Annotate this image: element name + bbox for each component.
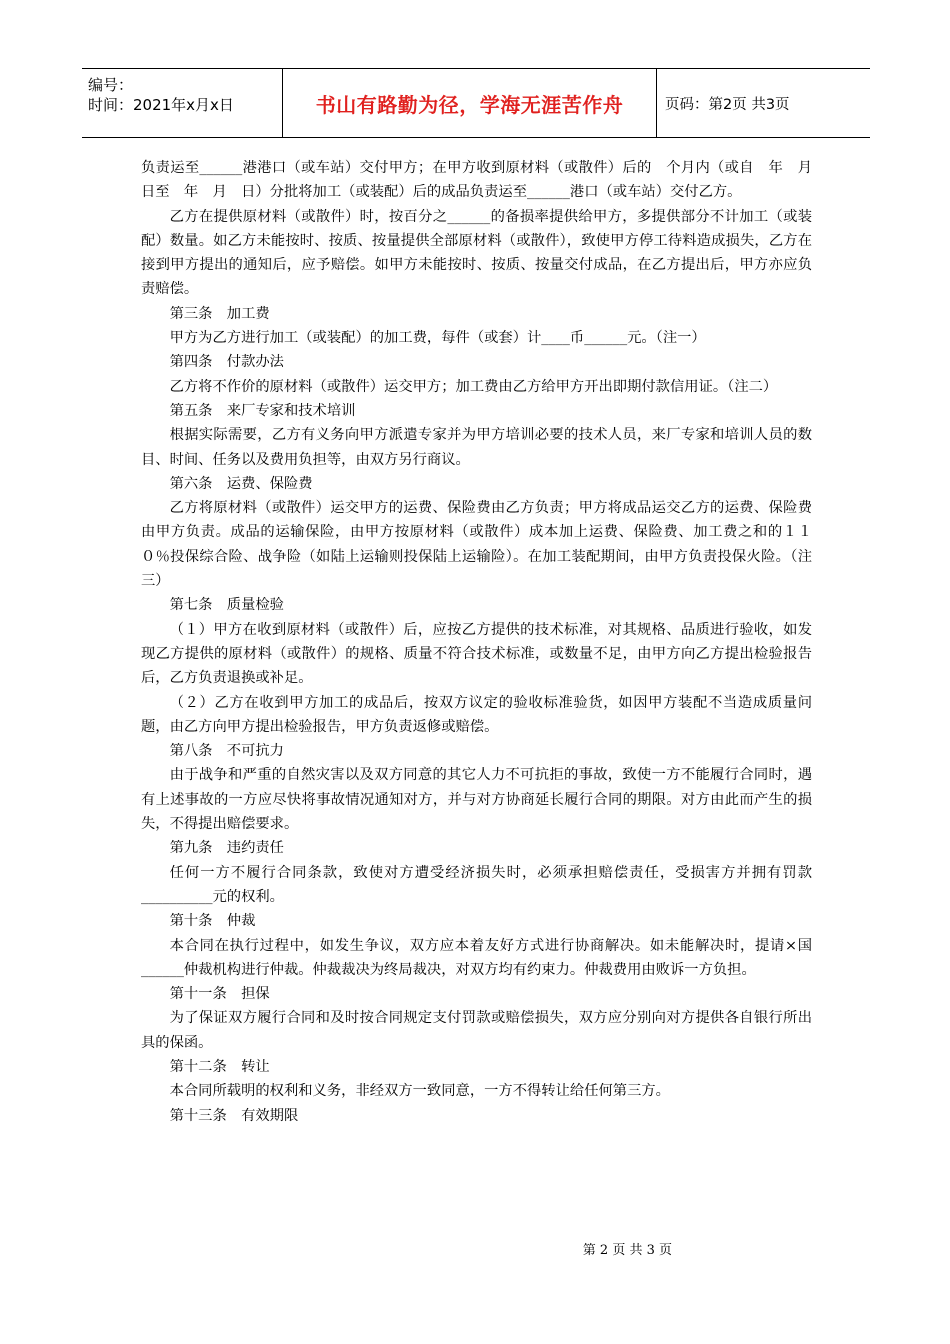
- document-body: [141, 156, 827, 1128]
- article-heading: 第七条 质量检验: [169, 597, 284, 614]
- body-paragraph: 乙方在提供原材料（或散件）时，按百分之______的备损率提供给甲方，多提供部分不计加工（或装配）数量。如乙方未能按时、按质、按量提供全部原材料（或散件），致使甲方停工待料造成损失，乙方在接到甲方提出的通知后，应予赔偿。如甲方未能按时、按质、按量交付成品，在乙方提出后，甲方亦应负责赔偿。: [141, 208, 812, 298]
- article-heading: 第十条 仲裁: [169, 913, 256, 930]
- body-paragraph: 根据实际需要，乙方有义务向甲方派遣专家并为甲方培训必要的技术人员，来厂专家和培训人员的数目、时间、任务以及费用负担等，由双方另行商议。: [141, 427, 812, 468]
- body-paragraph: 由于战争和严重的自然灾害以及双方同意的其它人力不可抗拒的事故，致使一方不能履行合同时，遇有上述事故的一方应尽快将事故情况通知对方，并与对方协商延长履行合同的期限。对方由此而产生的损失，不得提出赔偿要求。: [141, 767, 812, 833]
- body-paragraph: 任何一方不履行合同条款，致使对方遭受经济损失时，必须承担赔偿责任，受损害方并拥有罚款__________元的权利。: [141, 864, 812, 905]
- page-footer: [0, 1239, 950, 1258]
- article-heading: 第八条 不可抗力: [169, 743, 284, 760]
- article-heading: 第十二条 转让: [169, 1058, 270, 1075]
- article-heading: 第十三条 有效期限: [169, 1107, 299, 1124]
- body-paragraph: 负责运至______港港口（或车站）交付甲方；在甲方收到原材料（或散件）后的 个月内（或自 年 月 日至 年 月 日）分批将加工（或装配）后的成品负责运至______港口（或车站）交付乙方。: [141, 160, 827, 201]
- body-paragraph: 本合同在执行过程中，如发生争议，双方应本着友好方式进行协商解决。如未能解决时，提请×国______仲裁机构进行仲裁。仲裁裁决为终局裁决，对双方均有约束力。仲裁费用由败诉一方负担。: [141, 937, 812, 978]
- body-paragraph: 为了保证双方履行合同和及时按合同规定支付罚款或赔偿损失，双方应分别向对方提供各自银行所出具的保函。: [141, 1010, 812, 1051]
- body-paragraph: 甲方为乙方进行加工（或装配）的加工费，每件（或套）计____币______元。（注一）: [169, 330, 706, 347]
- body-paragraph: 乙方将不作价的原材料（或散件）运交甲方；加工费由乙方给甲方开出即期付款信用证。（注二）: [169, 378, 778, 395]
- article-heading: 第十一条 担保: [169, 986, 270, 1003]
- serial-label: 编号：: [88, 76, 134, 94]
- body-paragraph: （２）乙方在收到甲方加工的成品后，按双方议定的验收标准验货，如因甲方装配不当造成质量问题，由乙方向甲方提出检验报告，甲方负责返修或赔偿。: [141, 694, 812, 735]
- article-heading: 第三条 加工费: [169, 305, 270, 322]
- body-paragraph: 本合同所载明的权利和义务，非经双方一致同意，一方不得转让给任何第三方。: [169, 1083, 670, 1100]
- header-meta: [88, 75, 278, 115]
- date-label: 时间：2021年x月x日: [88, 96, 234, 114]
- body-paragraph: 乙方将原材料（或散件）运交甲方的运费、保险费由乙方负责；甲方将成品运交乙方的运费、保险费由甲方负责。成品的运输保险，由甲方按原材料（或散件）成本加上运费、保险费、加工费之和的１１０％投保综合险、战争险（如陆上运输则投保陆上运输险）。在加工装配期间，由甲方负责投保火险。（注三）: [141, 500, 812, 590]
- header-motto: 书山有路勤为径，学海无涯苦作舟: [315, 92, 624, 117]
- article-heading: 第六条 运费、保险费: [169, 475, 313, 492]
- body-paragraph: （１）甲方在收到原材料（或散件）后，应按乙方提供的技术标准，对其规格、品质进行验收，如发现乙方提供的原材料（或散件）的规格、质量不符合技术标准，或数量不足，由甲方向乙方提出检验报告后，乙方负责退换或补足。: [141, 621, 812, 687]
- header-divider: [656, 69, 657, 137]
- footer-page-number: 第 2 页 共 3 页: [582, 1243, 672, 1258]
- article-heading: 第四条 付款办法: [169, 354, 284, 371]
- header-page-number: 页码：第2页 共3页: [665, 96, 790, 113]
- page-header: [82, 68, 870, 138]
- article-heading: 第九条 违约责任: [169, 840, 284, 857]
- article-heading: 第五条 来厂专家和技术培训: [169, 402, 356, 419]
